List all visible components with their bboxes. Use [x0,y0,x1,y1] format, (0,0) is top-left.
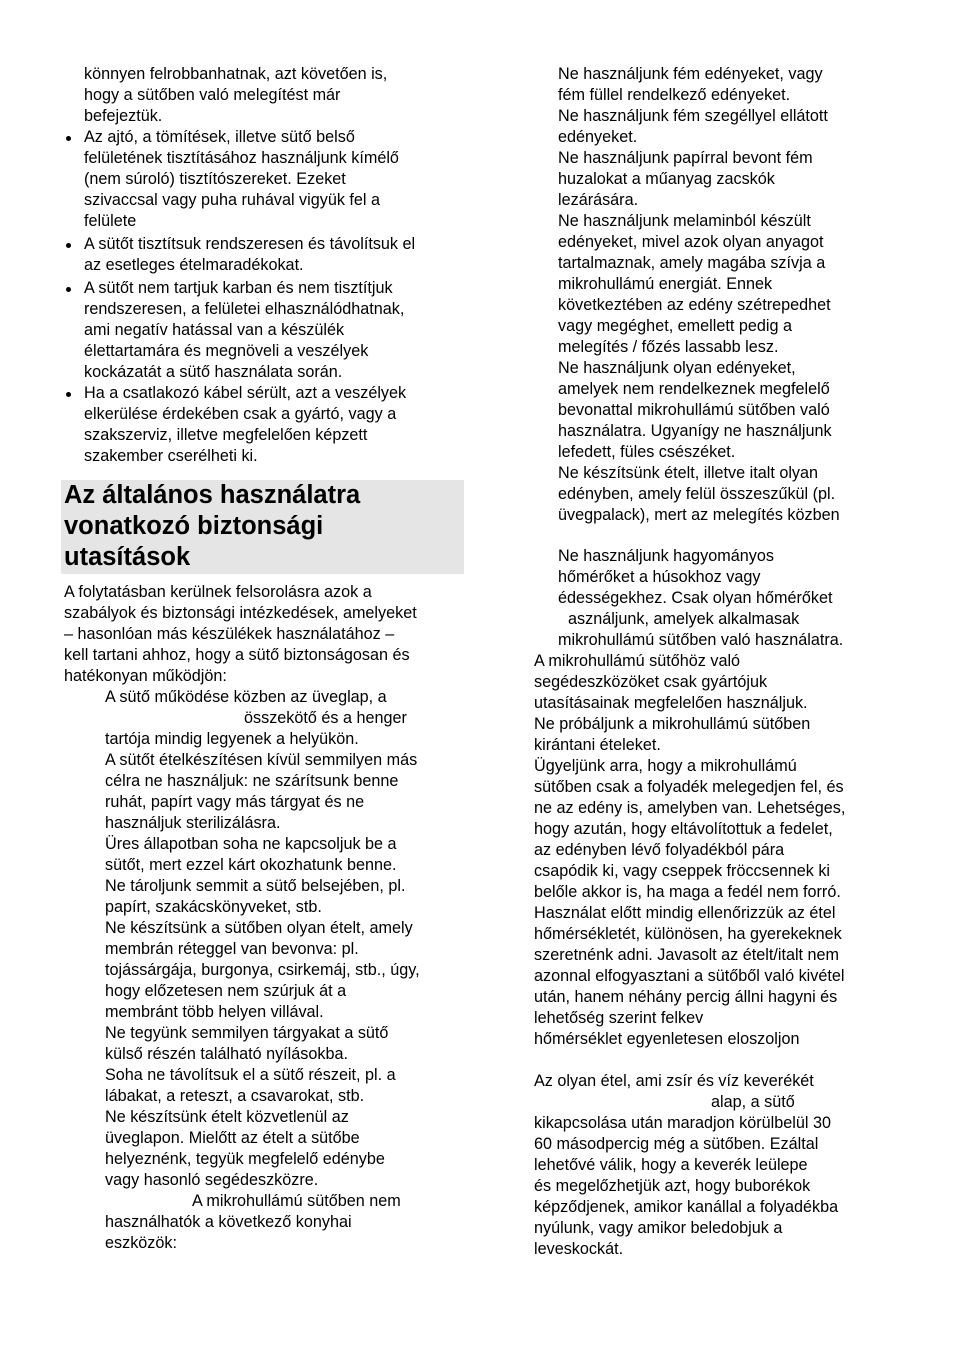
text-line: edényeket. [558,128,638,146]
text-line: hogy a sütőben való melegítést már [84,86,341,104]
text-line: mikrohullámú energiát. Ennek [558,275,773,293]
text-line: az edényben lévő folyadékból pára [534,841,785,859]
text-line: segédeszközöket csak gyártójuk [534,673,768,691]
text-line: vagy hasonló segédeszközre. [105,1171,319,1189]
text-line: hogy előzetesen nem szúrjuk át a [105,982,347,1000]
text-line: belőle akkor is, ha maga a fedél nem forró. [534,883,841,901]
bullet-text-line: A sütőt tisztítsuk rendszeresen és távolítsuk el [84,235,416,253]
text-line: fém füllel rendelkező edényeket. [558,86,791,104]
text-line: sütőben csak a folyadék melegedjen fel, és [534,778,844,796]
text-line: rendszeresen, a felületei elhasználódhatnak, [84,300,405,318]
text-line: szivaccsal vagy puha ruhával vigyük fel a [84,191,381,209]
text-line: szabályok és biztonsági intézkedések, amelyeket [64,604,417,622]
text-line: kirántani ételeket. [534,736,661,754]
text-line: eszközök: [105,1234,177,1252]
text-line: Ne használjunk papírral bevont fém [558,149,813,167]
text-line: sütőt, mert ezzel kárt okozhatunk benne. [105,856,397,874]
text-line: Ne készítsünk ételt közvetlenül az [105,1108,349,1126]
bullet-dot-icon [66,136,71,141]
text-line: hőmérsékletét, különösen, ha gyerekeknek [534,925,842,943]
text-line: A folytatásban kerülnek felsorolásra azok a [64,583,372,601]
text-line: Ne használjunk fém szegéllyel ellátott [558,107,828,125]
text-line: Ügyeljünk arra, hogy a mikrohullámú [534,757,797,775]
text-line: Ne használjunk fém edényeket, vagy [558,65,823,83]
text-line: membránt több helyen villával. [105,1003,324,1021]
text-line: asználjunk, amelyek alkalmasak [568,610,800,628]
bullet-text-line: Az ajtó, a tömítések, illetve sütő belső [84,128,355,146]
text-line: felületének tisztításához használjunk kímélő [84,149,399,167]
text-line: külső részén található nyílásokba. [105,1045,348,1063]
text-line: kockázatát a sütő használata során. [84,363,343,381]
text-line: hőmérőket a húsokhoz vagy [558,568,761,586]
text-line: Soha ne távolítsuk el a sütő részeit, pl. a [105,1066,396,1084]
text-line: Az olyan étel, ami zsír és víz keverékét [534,1072,814,1090]
text-line: befejeztük. [84,107,163,125]
text-line: elkerülése érdekében csak a gyártó, vagy a [84,405,397,423]
section-heading-line: utasítások [64,543,191,571]
bullet-dot-icon [66,243,71,248]
text-line: Ne próbáljunk a mikrohullámú sütőben [534,715,811,733]
text-line: könnyen felrobbanhatnak, azt követően is, [84,65,388,83]
bullet-text-line: A sütőt nem tartjuk karban és nem tisztítjuk [84,279,393,297]
text-line: vagy megéghet, emellett pedig a [558,317,792,335]
text-line: Ne tároljunk semmit a sütő belsejében, pl. [105,877,406,895]
text-line: Üres állapotban soha ne kapcsoljuk be a [105,835,397,853]
text-line: szakember cserélheti ki. [84,447,258,465]
section-heading-line: vonatkozó biztonsági [64,512,324,540]
text-line: üvegpalack), mert az melegítés közben [558,506,840,524]
text-line: mikrohullámú sütőben való használatra. [558,631,844,649]
text-line: lezárására. [558,191,639,209]
text-line: kell tartani ahhoz, hogy a sütő biztonságosan és [64,646,410,664]
text-line: lehetővé válik, hogy a keverék leülepe [534,1156,808,1174]
text-line: papírt, szakácskönyveket, stb. [105,898,322,916]
text-line: képződjenek, amikor kanállal a folyadékba [534,1198,839,1216]
text-line: A mikrohullámú sütőhöz való [534,652,741,670]
text-line: edényeket, mivel azok olyan anyagot [558,233,824,251]
text-line: szakszerviz, illetve megfelelően képzett [84,426,368,444]
text-line: 60 másodpercig még a sütőben. Ezáltal [534,1135,819,1153]
text-line: A sütő működése közben az üveglap, a [105,688,387,706]
text-line: lábakat, a reteszt, a csavarokat, stb. [105,1087,365,1105]
text-line: használhatók a következő konyhai [105,1213,352,1231]
text-line: leveskockát. [534,1240,624,1258]
text-line: tojássárgája, burgonya, csirkemáj, stb., úgy, [105,961,420,979]
text-line: következtében az edény szétrepedhet [558,296,831,314]
text-line: és megelőzhetjük azt, hogy buborékok [534,1177,811,1195]
text-line: üveglapon. Mielőtt az ételt a sütőbe [105,1129,360,1147]
text-line: Ne használjunk melaminból készült [558,212,811,230]
text-line: bevonattal mikrohullámú sütőben való [558,401,830,419]
text-line: Ne tegyünk semmilyen tárgyakat a sütő [105,1024,389,1042]
bullet-text-line: Ha a csatlakozó kábel sérült, azt a veszélyek [84,384,407,402]
text-line: Használat előtt mindig ellenőrizzük az étel [534,904,836,922]
text-line: edényben, amely felül összeszűkül (pl. [558,485,836,503]
text-line: használatra. Ugyanígy ne használjunk [558,422,832,440]
bullet-dot-icon [66,287,71,292]
text-line: (nem súroló) tisztítószereket. Ezeket [84,170,346,188]
text-line: Ne használjunk hagyományos [558,547,774,565]
bullet-dot-icon [66,392,71,397]
text-line: lehetőség szerint felkev [534,1009,704,1027]
text-line: ruhát, papírt vagy más tárgyat és ne [105,793,365,811]
section-heading-line: Az általános használatra [64,481,361,509]
text-line: kikapcsolása után maradjon körülbelül 30 [534,1114,831,1132]
text-line: édességekhez. Csak olyan hőmérőket [558,589,833,607]
text-line: használjuk sterilizálásra. [105,814,281,832]
text-line: felülete [84,212,137,230]
text-line: hatékonyan működjön: [64,667,227,685]
text-line: huzalokat a műanyag zacskók [558,170,775,188]
text-line: ami negatív hatással van a készülék [84,321,345,339]
text-line: amelyek nem rendelkeznek megfelelő [558,380,830,398]
text-line: összekötő és a henger [244,709,407,727]
text-line: A sütőt ételkészítésen kívül semmilyen más [105,751,418,769]
text-line: hőmérséklet egyenletesen eloszoljon [534,1030,800,1048]
text-line: szeretnénk adni. Javasolt az ételt/italt nem [534,946,840,964]
text-line: melegítés / főzés lassabb lesz. [558,338,779,356]
text-line: célra ne használjuk: ne szárítsunk benne [105,772,399,790]
text-line: ne az edény is, amelyben van. Lehetséges, [534,799,846,817]
text-line: helyeznénk, tegyük megfelelő edénybe [105,1150,385,1168]
text-line: – hasonlóan más készülékek használatához – [64,625,395,643]
text-line: A mikrohullámú sütőben nem [192,1192,401,1210]
text-line: lefedett, füles csészéket. [558,443,736,461]
text-line: Ne készítsünk ételt, illetve italt olyan [558,464,819,482]
text-line: tartalmaznak, amely magába szívja a [558,254,826,272]
text-line: nyúlunk, vagy amikor beledobjuk a [534,1219,783,1237]
text-line: Ne készítsünk a sütőben olyan ételt, amely [105,919,413,937]
text-line: azonnal elfogyasztani a sütőből való kivétel [534,967,845,985]
text-line: alap, a sütő [711,1093,795,1111]
text-line: membrán réteggel van bevonva: pl. [105,940,359,958]
text-line: az esetleges ételmaradékokat. [84,256,304,274]
text-line: utasításainak megfelelően használjuk. [534,694,808,712]
text-line: Ne használjunk olyan edényeket, [558,359,796,377]
text-line: élettartamára és megnöveli a veszélyek [84,342,369,360]
text-line: tartója mindig legyenek a helyükön. [105,730,359,748]
text-line: hogy azután, hogy eltávolítottuk a fedelet, [534,820,833,838]
text-line: után, hanem néhány percig állni hagyni és [534,988,838,1006]
text-line: csapódik ki, vagy cseppek fröccsennek ki [534,862,831,880]
